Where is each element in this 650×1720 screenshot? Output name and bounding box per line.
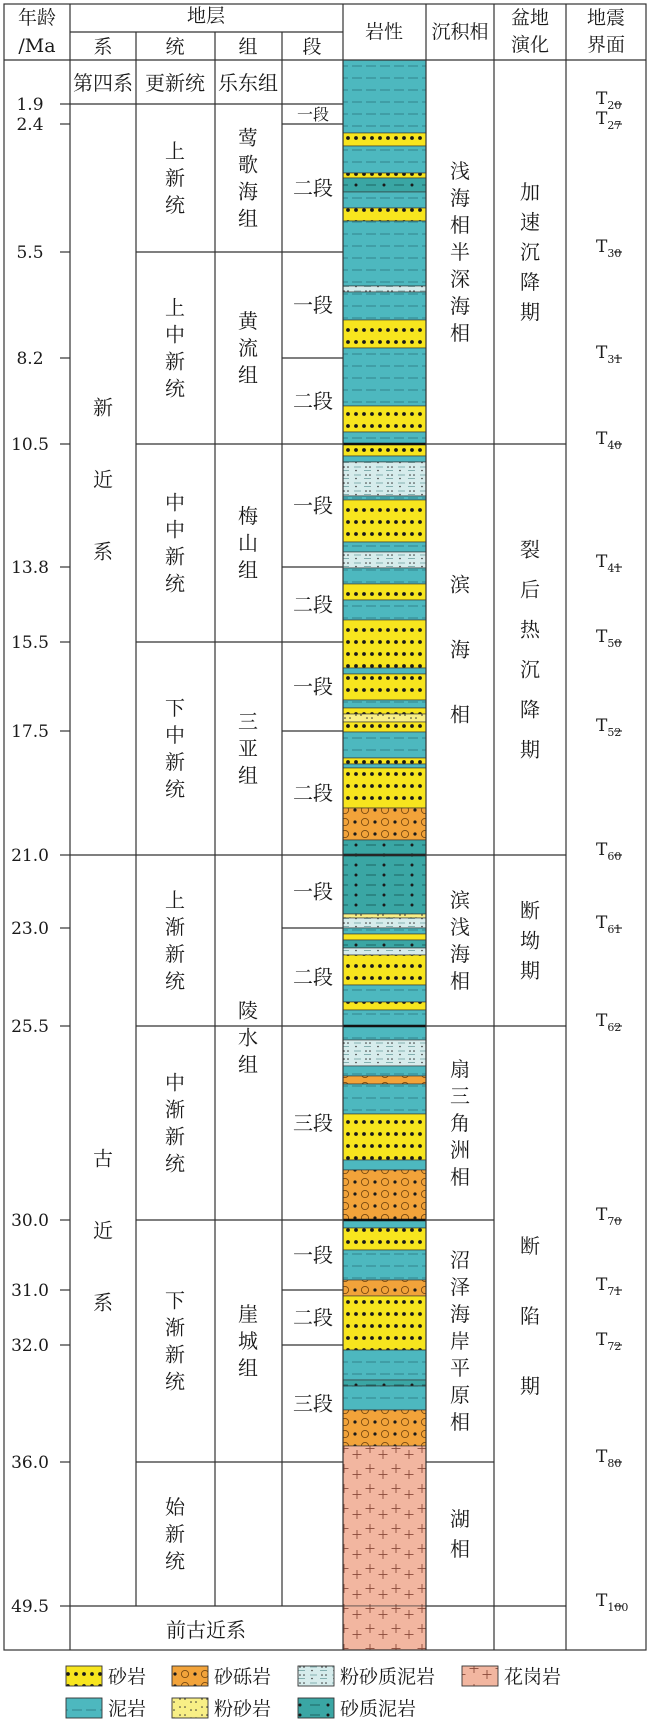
bed-mudstone [343, 1386, 426, 1410]
svg-text:下渐新统: 下渐新统 [165, 1288, 185, 1394]
age-axis [11, 95, 49, 1617]
bed-silty-mudstone [343, 552, 426, 568]
member-cell: 一段 [296, 105, 330, 124]
bed-sandstone [343, 955, 426, 985]
header-age-unit: /Ma [18, 35, 56, 57]
seismic-interface-label: $T_{40}$ [596, 429, 622, 452]
legend-item-silty-mudstone [298, 1666, 435, 1688]
member-cell: 二段 [293, 1305, 333, 1330]
seismic-interface-label: $T_{60}$ [596, 840, 622, 863]
legend-item-sandstone [66, 1666, 146, 1688]
bed-conglomeratic-sandstone [343, 1280, 426, 1296]
age-label: 30.0 [11, 1211, 49, 1231]
bed-sandstone [343, 934, 426, 940]
series-cell [165, 888, 185, 993]
legend-swatch [172, 1666, 208, 1686]
legend-item-conglomeratic-sandstone [172, 1666, 271, 1688]
bed-mudstone [343, 668, 426, 674]
svg-text:三亚组: 三亚组 [238, 709, 258, 788]
legend-item-granite [462, 1666, 561, 1688]
bed-siltstone [343, 714, 426, 722]
legend-swatch [66, 1698, 102, 1718]
facies-cell [450, 1057, 470, 1189]
member-cell: 二段 [293, 781, 333, 805]
formation-cell [238, 504, 258, 582]
legend-swatch [66, 1666, 102, 1686]
svg-text:上新统: 上新统 [165, 139, 185, 217]
seismic-interface-label: $T_{30}$ [596, 237, 622, 260]
bed-sandy-mudstone [343, 178, 426, 192]
member-cell: 一段 [293, 674, 333, 699]
seismic-interface-label: $T_{61}$ [596, 913, 622, 936]
bed-conglomeratic-sandstone [343, 808, 426, 840]
legend-label: 粉砂质泥岩 [340, 1666, 436, 1688]
svg-text:陵水组: 陵水组 [238, 998, 258, 1077]
svg-text:古近系: 古近系 [93, 1146, 113, 1315]
bed-mudstone [343, 600, 426, 620]
header-basin-line1: 盆地 [510, 7, 550, 29]
system-paleogene [93, 1147, 113, 1315]
header-seismic-line2: 界面 [586, 34, 626, 56]
bed-sandstone [343, 1114, 426, 1160]
bed-mudstone [343, 1160, 426, 1170]
bed-mudstone [343, 985, 426, 1002]
bed-silty-mudstone [343, 948, 426, 955]
basin-evolution-cell [520, 1234, 540, 1398]
bed-sandy-mudstone [343, 840, 426, 914]
bed-mudstone [343, 221, 426, 286]
bed-sandstone [343, 1296, 426, 1350]
header-age-title: 年龄 [17, 7, 57, 29]
svg-text:断陷期: 断陷期 [520, 1234, 540, 1398]
bed-mudstone [343, 496, 426, 500]
age-label: 36.0 [11, 1453, 49, 1473]
svg-text:崖城组: 崖城组 [238, 1302, 258, 1380]
formation-cell [238, 710, 258, 788]
seismic-interface-label: $T_{70}$ [596, 1205, 622, 1228]
bed-sandstone [343, 208, 426, 221]
seismic-interface-label: $T_{20}$ [596, 89, 622, 112]
legend-swatch [298, 1666, 334, 1686]
legend-label: 泥岩 [108, 1698, 147, 1720]
svg-text:断坳期: 断坳期 [520, 898, 540, 983]
age-label: 5.5 [16, 243, 44, 263]
svg-text:上渐新统: 上渐新统 [165, 888, 185, 993]
age-label: 13.8 [11, 558, 49, 578]
svg-text:滨海相: 滨海相 [450, 572, 470, 727]
svg-text:下中新统: 下中新统 [165, 696, 185, 801]
header-series: 统 [165, 36, 185, 58]
bed-sandstone [343, 758, 426, 764]
bed-sandy-mudstone [343, 940, 426, 948]
svg-text:湖相: 湖相 [450, 1507, 470, 1561]
bed-sandstone [343, 500, 426, 542]
seismic-interface-label: $T_{50}$ [596, 627, 622, 650]
svg-text:梅山组: 梅山组 [238, 504, 258, 582]
facies-cell [450, 1507, 470, 1561]
bed-sandstone [343, 584, 426, 600]
facies-cell [450, 159, 470, 345]
age-label: 25.5 [11, 1017, 49, 1037]
age-label: 17.5 [11, 722, 49, 742]
facies-cell [450, 888, 470, 993]
legend-label: 砂质泥岩 [340, 1698, 417, 1720]
legend-label: 砂岩 [108, 1666, 147, 1688]
legend [66, 1666, 561, 1720]
bed-silty-mudstone [343, 918, 426, 928]
unit-labels [73, 71, 541, 1642]
member-cell: 一段 [293, 1243, 333, 1267]
legend-swatch [298, 1698, 334, 1718]
header-stratum: 地层 [186, 5, 226, 27]
bed-mudstone [343, 928, 426, 934]
svg-text:浅海相半深海相: 浅海相半深海相 [450, 159, 470, 345]
bed-mudstone [343, 700, 426, 708]
basin-evolution-cell [520, 538, 541, 762]
seismic-interface-label: $T_{52}$ [596, 716, 622, 739]
member-cell: 一段 [293, 493, 333, 518]
age-label: 31.0 [11, 1281, 49, 1301]
legend-label: 花岗岩 [504, 1666, 562, 1688]
bed-sandy-mudstone [343, 1380, 426, 1386]
facies-cell [450, 1248, 470, 1434]
member-cell: 二段 [293, 389, 333, 413]
series-cell [165, 1289, 185, 1394]
header-facies: 沉积相 [431, 21, 489, 43]
seismic-interface-label: $T_{62}$ [596, 1011, 622, 1034]
bed-sandstone [343, 1002, 426, 1010]
svg-text:中中新统: 中中新统 [165, 490, 185, 596]
svg-text:上中新统: 上中新统 [165, 295, 185, 401]
legend-item-siltstone [172, 1698, 271, 1720]
formation-cell [238, 309, 259, 387]
bed-mudstone [343, 732, 426, 758]
bed-sandstone [343, 1228, 426, 1250]
system-quaternary: 第四系 [73, 71, 133, 95]
header-system: 系 [93, 36, 113, 58]
seismic-interfaces [596, 89, 628, 1614]
bed-sandstone [343, 406, 426, 432]
member-cell: 三段 [293, 1391, 333, 1416]
seismic-interface-label: $T_{27}$ [596, 109, 622, 132]
series-cell [165, 296, 185, 401]
svg-text:始新统: 始新统 [165, 1495, 185, 1573]
bed-mudstone [343, 764, 426, 768]
formation-cell [238, 1302, 258, 1380]
bed-sandstone [343, 708, 426, 714]
bed-sandstone [343, 768, 426, 808]
bed-sandstone [343, 444, 426, 456]
bed-conglomeratic-sandstone [343, 1410, 426, 1446]
bed-silty-mudstone [343, 462, 426, 496]
bed-mudstone [343, 568, 426, 584]
bed-granite [343, 1606, 426, 1650]
base-unit-pre-paleogene: 前古近系 [166, 1618, 246, 1642]
formation-cell [238, 126, 258, 231]
svg-text:新近系: 新近系 [93, 395, 113, 564]
age-label: 32.0 [11, 1336, 49, 1356]
age-label: 2.4 [16, 115, 44, 135]
svg-text:黄流组: 黄流组 [238, 309, 258, 387]
header-formation: 组 [238, 36, 258, 58]
series-pleistocene: 更新统 [145, 71, 205, 95]
series-cell [165, 491, 185, 596]
legend-swatch [172, 1698, 208, 1718]
svg-text:莺歌海组: 莺歌海组 [238, 125, 258, 231]
bed-sandstone [343, 620, 426, 668]
legend-item-mudstone [66, 1698, 146, 1720]
bed-sandstone [343, 722, 426, 732]
bed-mudstone [343, 348, 426, 406]
header-lithology: 岩性 [364, 21, 404, 43]
svg-text:扇三角洲相: 扇三角洲相 [450, 1057, 470, 1189]
basin-evolution-cell [520, 899, 540, 983]
bed-conglomeratic-sandstone [343, 1076, 426, 1084]
bed-mudstone [343, 456, 426, 462]
header-member: 段 [302, 36, 322, 58]
bed-mudstone [343, 542, 426, 552]
bed-granite [343, 1446, 426, 1606]
bed-mudstone [343, 432, 426, 444]
member-cell: 二段 [293, 176, 333, 200]
age-label: 23.0 [11, 919, 49, 939]
member-cell: 三段 [293, 1111, 333, 1135]
bed-mudstone [343, 192, 426, 208]
bed-siltstone [343, 914, 426, 918]
bed-mudstone [343, 292, 426, 320]
header-basin-line2: 演化 [510, 34, 550, 56]
basin-evolution-cell [520, 180, 540, 324]
system-neogene [93, 396, 113, 564]
bed-sandstone [343, 674, 426, 700]
formation-ledong: 乐东组 [218, 71, 278, 95]
series-cell [165, 1071, 185, 1176]
age-label: 15.5 [11, 633, 49, 653]
bed-mudstone [343, 1350, 426, 1380]
bed-silty-mudstone [343, 1040, 426, 1066]
legend-swatch [462, 1666, 498, 1686]
svg-text:沼泽海岸平原相: 沼泽海岸平原相 [450, 1248, 470, 1434]
member-cell: 一段 [293, 879, 333, 904]
series-cell [165, 696, 185, 801]
bed-sandstone [343, 133, 426, 146]
age-label: 49.5 [11, 1597, 49, 1617]
formation-cell [238, 999, 258, 1077]
bed-silty-mudstone [343, 286, 426, 292]
bed-mudstone [343, 1084, 426, 1114]
svg-text:裂后热沉降期: 裂后热沉降期 [520, 537, 540, 762]
seismic-interface-label: $T_{31}$ [596, 343, 622, 366]
bed-mudstone [343, 146, 426, 173]
series-cell [165, 139, 185, 217]
age-label: 21.0 [11, 846, 49, 866]
bed-sandstone [343, 173, 426, 178]
svg-text:加速沉降期: 加速沉降期 [520, 180, 540, 324]
bed-conglomeratic-sandstone [343, 1170, 426, 1220]
age-label: 8.2 [16, 349, 44, 369]
bed-mudstone [343, 60, 426, 133]
bed-mudstone [343, 1066, 426, 1076]
header-seismic-line1: 地震 [586, 7, 626, 29]
series-cell [165, 1495, 186, 1573]
member-cell: 二段 [293, 592, 333, 617]
age-label: 1.9 [16, 95, 44, 115]
svg-text:中渐新统: 中渐新统 [165, 1070, 185, 1176]
seismic-interface-label: $T_{100}$ [596, 1591, 629, 1614]
age-label: 10.5 [11, 435, 49, 455]
seismic-interface-label: $T_{72}$ [596, 1330, 622, 1353]
member-cell: 一段 [293, 293, 333, 317]
seismic-interface-label: $T_{80}$ [596, 1447, 622, 1470]
member-cell: 二段 [293, 965, 333, 989]
bed-sandstone [343, 320, 426, 348]
legend-label: 砂砾岩 [214, 1666, 272, 1688]
legend-item-sandy-mudstone [298, 1698, 416, 1720]
bed-mudstone [343, 1250, 426, 1280]
facies-cell [450, 573, 470, 727]
seismic-interface-label: $T_{71}$ [596, 1275, 622, 1298]
seismic-interface-label: $T_{41}$ [596, 552, 622, 575]
svg-text:滨浅海相: 滨浅海相 [450, 888, 470, 993]
legend-label: 粉砂岩 [214, 1698, 272, 1720]
